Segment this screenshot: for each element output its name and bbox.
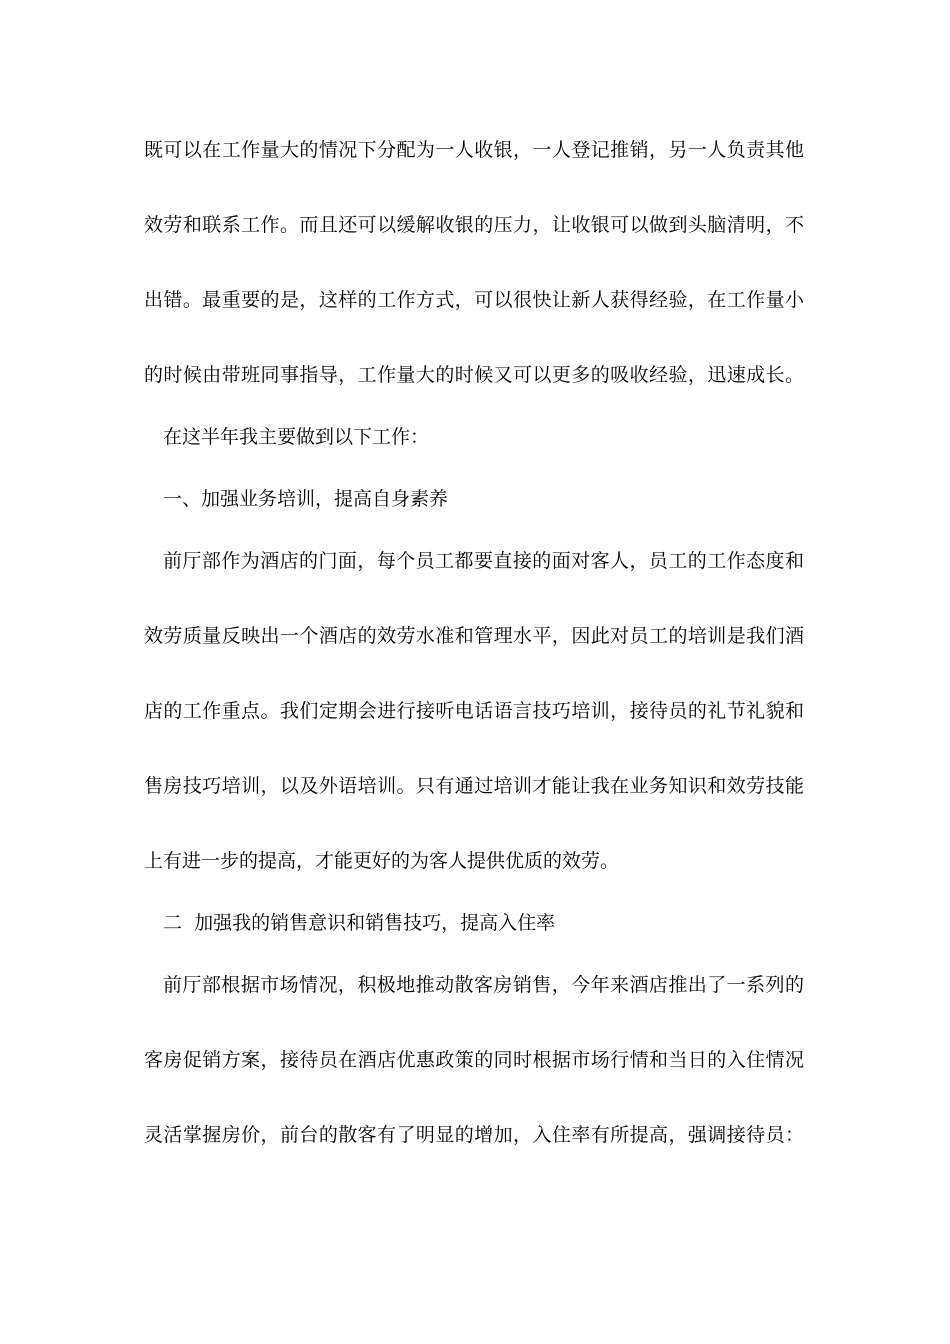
text-line: 前厅部作为酒店的门面，每个员工都要直接的面对客人，员工的工作态度和 <box>163 550 804 572</box>
text-line: 出错。最重要的是，这样的工作方式，可以很快让新人获得经验，在工作量小 <box>144 289 804 311</box>
text-line: 的时候由带班同事指导，工作量大的时候又可以更多的吸收经验，迅速成长。 <box>144 364 804 386</box>
text-line: 前厅部根据市场情况，积极地推动散客房销售，今年来酒店推出了一系列的 <box>163 974 804 996</box>
text-line: 灵活掌握房价，前台的散客有了明显的增加，入住率有所提高，强调接待员： <box>144 1124 804 1146</box>
text-line: 上有进一步的提高，才能更好的为客人提供优质的效劳。 <box>144 850 620 872</box>
text-line: 店的工作重点。我们定期会进行接听电话语言技巧培训，接待员的礼节礼貌和 <box>144 700 804 722</box>
text-line: 效劳和联系工作。而且还可以缓解收银的压力，让收银可以做到头脑清明，不 <box>144 214 804 236</box>
section-heading: 二 加强我的销售意识和销售技巧，提高入住率 <box>163 912 556 934</box>
section-heading: 一、加强业务培训，提高自身素养 <box>163 488 449 510</box>
text-line: 售房技巧培训，以及外语培训。只有通过培训才能让我在业务知识和效劳技能 <box>144 775 804 797</box>
text-line: 客房促销方案，接待员在酒店优惠政策的同时根据市场行情和当日的入住情况 <box>144 1049 804 1071</box>
text-line: 效劳质量反映出一个酒店的效劳水准和管理水平，因此对员工的培训是我们酒 <box>144 625 804 647</box>
text-line: 在这半年我主要做到以下工作： <box>163 426 430 448</box>
text-line: 既可以在工作量大的情况下分配为一人收银，一人登记推销，另一人负责其他 <box>144 139 804 161</box>
